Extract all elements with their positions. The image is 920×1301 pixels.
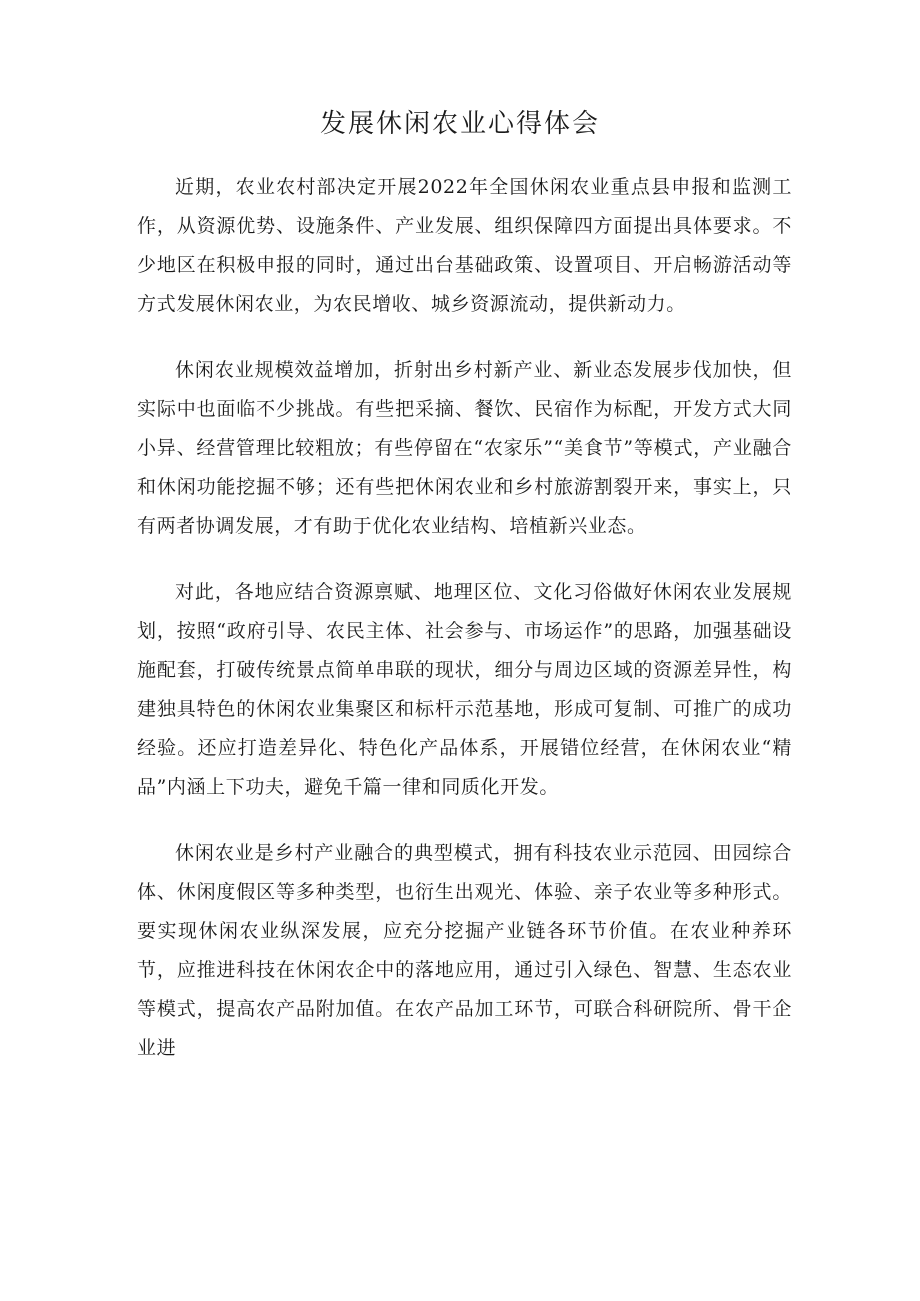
paragraph-3: 对此，各地应结合资源禀赋、地理区位、文化习俗做好休闲农业发展规划，按照“政府引导、农民主体、社会参与、市场运作”的思路，加强基础设施配套，打破传统景点简单串联的现状，细分与周边区域的资源差异性，构建独具特色的休闲农业集聚区和标杆示范基地，形成可复制、可推广的成功经验。还应打造差异化、特色化产品体系，开展错位经营，在休闲农业“精品”内涵上下功夫，避免千篇一律和同质化开发。 bbox=[137, 581, 792, 798]
document-body bbox=[137, 168, 792, 1095]
paragraph-2: 休闲农业规模效益增加，折射出乡村新产业、新业态发展步伐加快，但实际中也面临不少挑战。有些把采摘、餐饮、民宿作为标配，开发方式大同小异、经营管理比较粗放；有些停留在“农家乐”“美食节”等模式，产业融合和休闲功能挖掘不够；还有些把休闲农业和乡村旅游割裂开来，事实上，只有两者协调发展，才有助于优化农业结构、培植新兴业态。 bbox=[137, 359, 792, 537]
paragraph-4: 休闲农业是乡村产业融合的典型模式，拥有科技农业示范园、田园综合体、休闲度假区等多种类型，也衍生出观光、体验、亲子农业等多种形式。要实现休闲农业纵深发展，应充分挖掘产业链各环节价值。在农业种养环节，应推进科技在休闲农企中的落地应用，通过引入绿色、智慧、生态农业等模式，提高农产品附加值。在农产品加工环节，可联合科研院所、骨干企业进 bbox=[137, 842, 792, 1059]
document-title: 发展休闲农业心得体会 bbox=[319, 109, 600, 139]
paragraph-1: 近期，农业农村部决定开展2022年全国休闲农业重点县申报和监测工作，从资源优势、设施条件、产业发展、组织保障四方面提出具体要求。不少地区在积极申报的同时，通过出台基础政策、设置项目、开启畅游活动等方式发展休闲农业，为农民增收、城乡资源流动，提供新动力。 bbox=[137, 176, 792, 315]
